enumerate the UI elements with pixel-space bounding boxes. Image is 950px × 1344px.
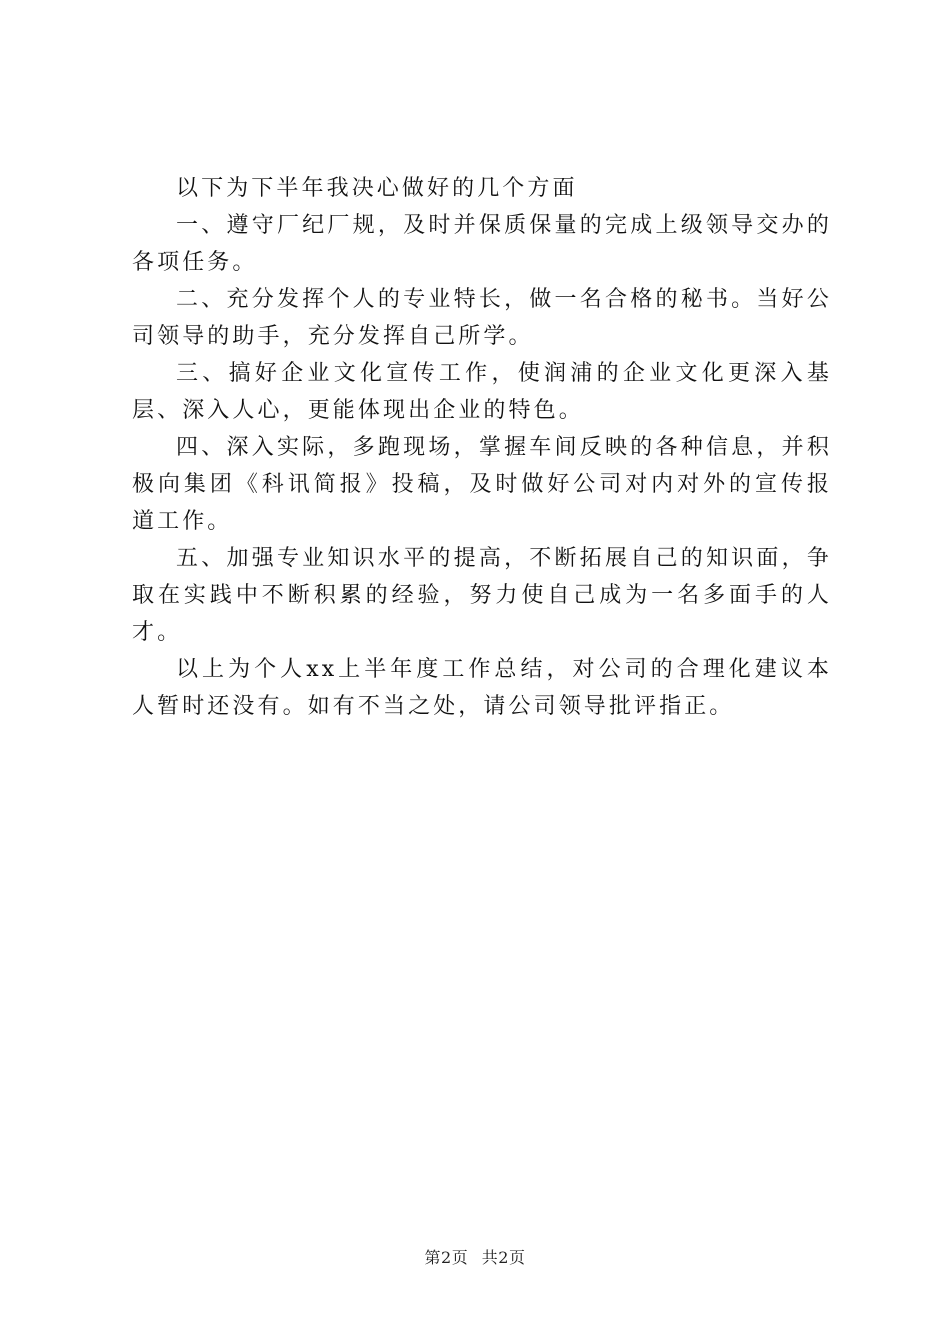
paragraph-item-2: 二、充分发挥个人的专业特长，做一名合格的秘书。当好公司领导的助手，充分发挥自己所学。 [132, 287, 832, 349]
paragraph-conclusion: 以上为个人xx上半年度工作总结，对公司的合理化建议本人暂时还没有。如有不当之处，请公司领导批评指正。 [132, 657, 832, 719]
page-number-total: 共2页 [481, 1248, 526, 1267]
page-number-current: 第2页 [424, 1248, 469, 1267]
paragraph-item-3: 三、搞好企业文化宣传工作，使润浦的企业文化更深入基层、深入人心，更能体现出企业的特色。 [132, 361, 832, 423]
paragraph-item-1: 一、遵守厂纪厂规，及时并保质保量的完成上级领导交办的各项任务。 [132, 213, 832, 275]
page-footer [0, 1245, 950, 1268]
paragraph-intro: 以下为下半年我决心做好的几个方面 [176, 176, 578, 201]
paragraph-item-4: 四、深入实际，多跑现场，掌握车间反映的各种信息，并积极向集团《科讯简报》投稿，及时做好公司对内对外的宣传报道工作。 [132, 435, 832, 534]
paragraph-item-5: 五、加强专业知识水平的提高，不断拓展自己的知识面，争取在实践中不断积累的经验，努力使自己成为一名多面手的人才。 [132, 546, 832, 645]
document-body [132, 170, 832, 725]
